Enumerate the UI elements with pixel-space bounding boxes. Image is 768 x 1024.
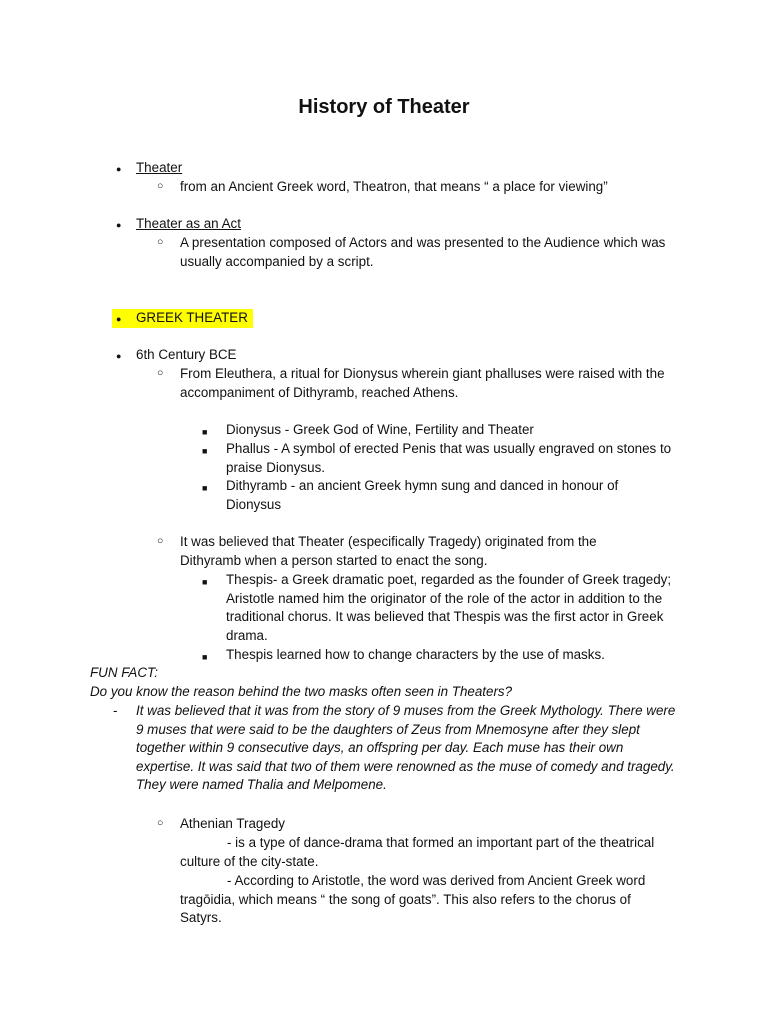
- tragedy-origin-text: It was believed that Theater (especifically Tragedy) originated from the Dithyramb when a person started to enact the song.: [180, 534, 597, 568]
- athenian-definition-2: - According to Aristotle, the word was derived from Ancient Greek word tragōidia, which means “ the song of goats”. This also refers to the chorus of Satyrs.: [180, 873, 646, 926]
- bullet-icon: ●: [116, 220, 122, 230]
- square-bullet-icon: ■: [202, 483, 208, 493]
- theater-definition: from an Ancient Greek word, Theatron, that means “ a place for viewing”: [180, 179, 608, 194]
- square-bullet-icon: ■: [202, 577, 208, 587]
- bullet-icon: ●: [116, 164, 122, 174]
- fun-fact-answer: It was believed that it was from the story of 9 muses from the Greek Mythology. There were 9 muses that were said to be the daughters of Zeus from Mnemosyne after they slept together within 9 consecutive days, an offspring per day. Each muse has their own expertise. It was said that two of them were renowned as the muse of comedy and tragedy. They were named Thalia and Melpomene.: [136, 703, 676, 793]
- eleuthera-text: From Eleuthera, a ritual for Dionysus wherein giant phalluses were raised with the accompaniment of Dithyramb, reached Athens.: [180, 366, 665, 400]
- circle-bullet-icon: ○: [157, 180, 164, 192]
- heading-6th-century: 6th Century BCE: [136, 347, 237, 362]
- theater-act-definition: A presentation composed of Actors and was presented to the Audience which was usually accompanied by a script.: [180, 235, 666, 269]
- circle-bullet-icon: ○: [157, 236, 164, 248]
- fun-fact-label: FUN FACT:: [90, 665, 158, 680]
- term-dionysus: Dionysus - Greek God of Wine, Fertility and Theater: [226, 422, 534, 437]
- square-bullet-icon: ■: [202, 652, 208, 662]
- heading-theater: Theater: [136, 160, 183, 175]
- term-dithyramb: Dithyramb - an ancient Greek hymn sung and danced in honour of Dionysus: [226, 478, 619, 512]
- athenian-definition-1: - is a type of dance-drama that formed an important part of the theatrical culture of the city-state.: [180, 835, 655, 869]
- term-phallus: Phallus - A symbol of erected Penis that was usually engraved on stones to praise Dionysus.: [226, 441, 672, 475]
- bullet-icon: ●: [116, 314, 122, 324]
- heading-theater-as-act: Theater as an Act: [136, 216, 241, 231]
- heading-athenian-tragedy: Athenian Tragedy: [180, 816, 285, 831]
- document-title: History of Theater: [298, 96, 470, 118]
- thespis-masks-text: Thespis learned how to change characters by the use of masks.: [226, 647, 605, 662]
- fun-fact-question: Do you know the reason behind the two masks often seen in Theaters?: [90, 684, 513, 699]
- dash-bullet-icon: -: [113, 703, 118, 718]
- circle-bullet-icon: ○: [157, 535, 164, 547]
- circle-bullet-icon: ○: [157, 367, 164, 379]
- square-bullet-icon: ■: [202, 427, 208, 437]
- circle-bullet-icon: ○: [157, 817, 164, 829]
- bullet-icon: ●: [116, 351, 122, 361]
- square-bullet-icon: ■: [202, 446, 208, 456]
- thespis-founder-text: Thespis- a Greek dramatic poet, regarded as the founder of Greek tragedy; Aristotle named him the originator of the role of the actor in addition to the traditional chorus. It was believed that Thespis was the first actor in Greek drama.: [226, 572, 672, 643]
- heading-greek-theater: GREEK THEATER: [136, 310, 248, 325]
